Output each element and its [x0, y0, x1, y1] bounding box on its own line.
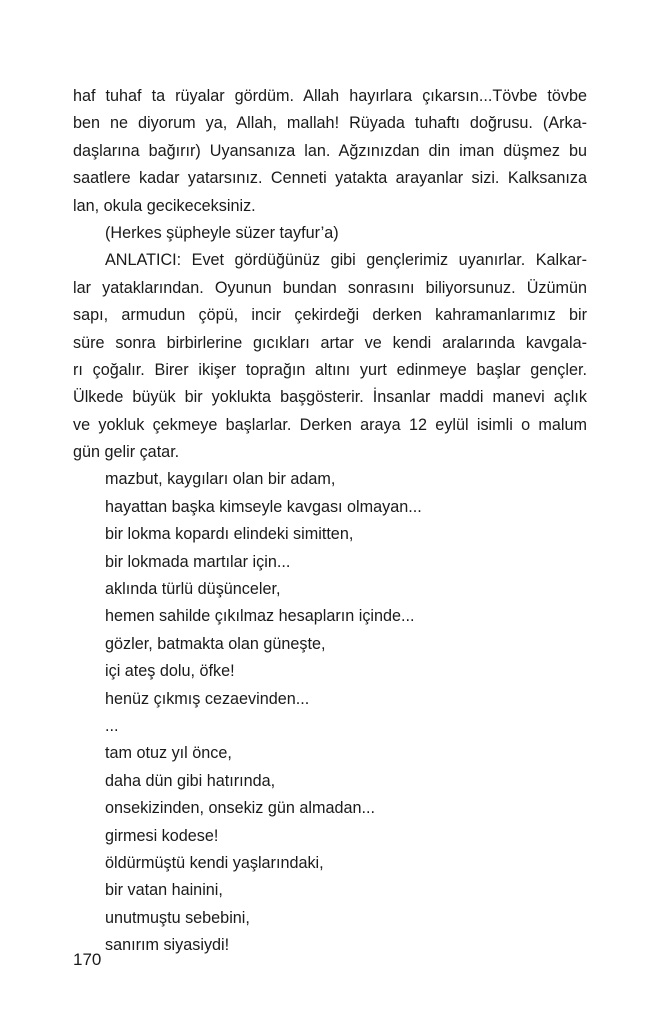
- paragraph-line: saatlere kadar yatarsınız. Cenneti yatakta arayanlar sizi. Kalksanıza: [73, 169, 587, 188]
- paragraph-line: haf tuhaf ta rüyalar gördüm. Allah hayırlara çıkarsın...Tövbe tövbe: [73, 87, 587, 105]
- page-number: 170: [73, 950, 102, 969]
- paragraph-line: süre sonra birbirlerine gıcıkları artar ve kendi aralarında kavgala-: [73, 333, 587, 352]
- poem-line: hemen sahilde çıkılmaz hesapların içinde...: [105, 607, 415, 626]
- poem-line: unutmuştu sebebini,: [105, 908, 250, 927]
- poem-line: ...: [105, 716, 119, 735]
- poem-line: hayattan başka kimseyle kavgası olmayan...: [105, 497, 422, 516]
- paragraph-line: ANLATICI: Evet gördüğünüz gibi gençlerimiz uyanırlar. Kalkar-: [105, 251, 587, 270]
- stage-direction: (Herkes şüpheyle süzer tayfur’a): [105, 223, 339, 242]
- poem-line: bir lokmada martılar için...: [105, 552, 291, 571]
- page-body: [73, 83, 587, 960]
- poem-line: onsekizinden, onsekiz gün almadan...: [105, 799, 375, 818]
- paragraph-line: Ülkede büyük bir yoklukta başgösterir. İnsanlar maddi manevi açlık: [73, 388, 587, 407]
- paragraph-line: gün gelir çatar.: [73, 443, 180, 462]
- poem-line: sanırım siyasiydi!: [105, 936, 230, 955]
- poem-line: bir vatan hainini,: [105, 881, 223, 900]
- poem-line: mazbut, kaygıları olan bir adam,: [105, 470, 336, 489]
- poem-line: aklında türlü düşünceler,: [105, 580, 281, 599]
- poem-line: öldürmüştü kendi yaşlarındaki,: [105, 853, 324, 872]
- paragraph-line: lar yataklarından. Oyunun bundan sonrasını biliyorsunuz. Üzümün: [73, 278, 587, 297]
- poem-line: bir lokma kopardı elindeki simitten,: [105, 525, 354, 544]
- poem-line: daha dün gibi hatırında,: [105, 771, 276, 790]
- poem-line: tam otuz yıl önce,: [105, 744, 232, 763]
- poem-line: gözler, batmakta olan güneşte,: [105, 634, 326, 653]
- paragraph-line: daşlarına bağırır) Uyansanıza lan. Ağzınızdan din iman düşmez bu: [73, 141, 587, 160]
- poem-line: henüz çıkmış cezaevinden...: [105, 689, 310, 708]
- poem-line: girmesi kodese!: [105, 826, 219, 845]
- paragraph-line: sapı, armudun çöpü, incir çekirdeği derken kahramanlarımız bir: [73, 306, 587, 325]
- paragraph-line: rı çoğalır. Birer ikişer toprağın altını yurt edinmeye başlar gençler.: [73, 360, 587, 379]
- paragraph-line: lan, okula gecikeceksiniz.: [73, 196, 256, 215]
- poem-line: içi ateş dolu, öfke!: [105, 662, 235, 681]
- paragraph-line: ben ne diyorum ya, Allah, mallah! Rüyada tuhaftı doğrusu. (Arka-: [73, 114, 587, 133]
- paragraph-line: ve yokluk çekmeye başlarlar. Derken araya 12 eylül isimli o malum: [73, 415, 587, 434]
